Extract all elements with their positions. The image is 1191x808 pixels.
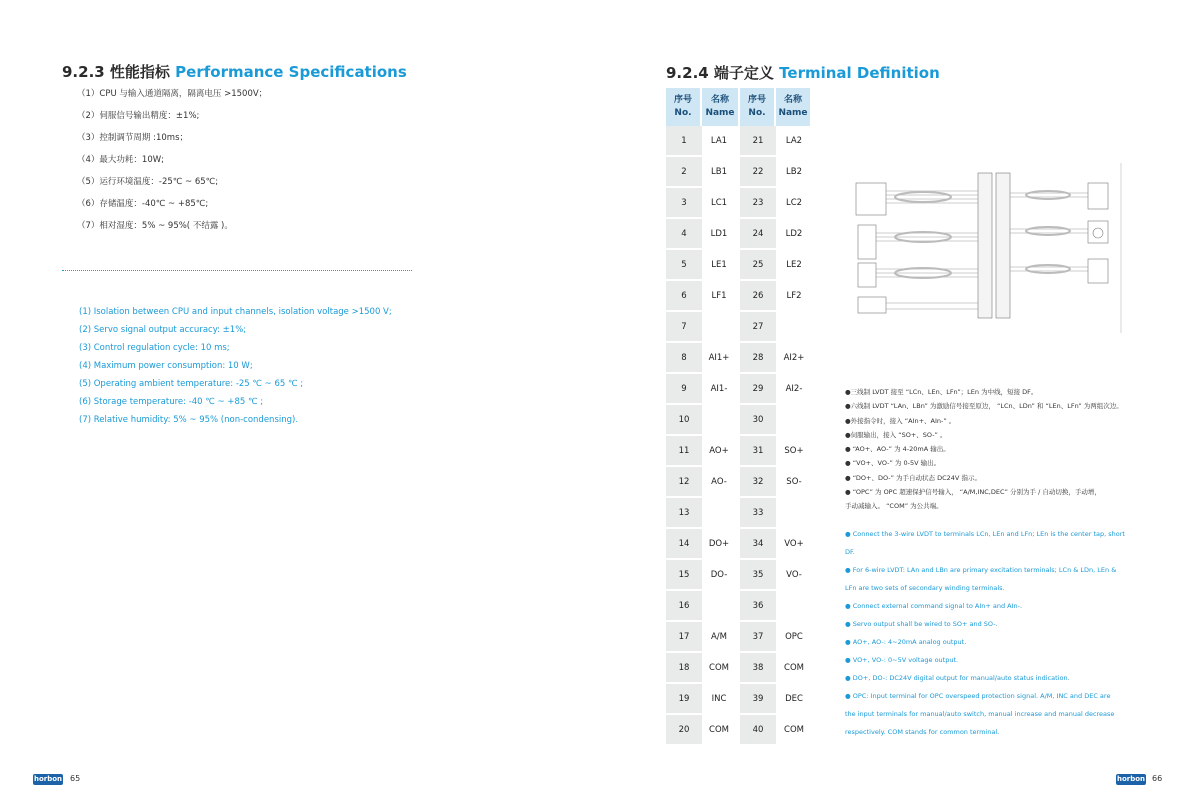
table-row — [666, 188, 812, 219]
cell-name: LB1 — [702, 157, 740, 188]
wiring-diagram-svg — [848, 163, 1123, 333]
cell-name: LD2 — [776, 219, 812, 250]
cell-name: A/M — [702, 622, 740, 653]
note-zh: 手动减输入。 “COM” 为公共端。 — [845, 502, 943, 511]
wiring-diagram — [848, 163, 1123, 333]
cell-no: 24 — [740, 219, 776, 250]
table-row — [666, 715, 812, 746]
spec-item-en: (1) Isolation between CPU and input channels, isolation voltage >1500 V; — [79, 307, 392, 317]
table-row — [666, 374, 812, 405]
dotted-divider — [62, 270, 412, 271]
header-no: 序号 No. — [666, 88, 702, 126]
cell-no: 17 — [666, 622, 702, 653]
cell-name: LF1 — [702, 281, 740, 312]
heading-zh: 9.2.4 端子定义 — [666, 64, 774, 82]
heading-en: Terminal Definition — [779, 64, 940, 82]
cell-name: COM — [702, 715, 740, 746]
terminal-table — [666, 88, 812, 746]
cell-no: 5 — [666, 250, 702, 281]
cell-no: 27 — [740, 312, 776, 343]
spec-item-en: (6) Storage temperature: -40 ℃ ~ +85 ℃ ; — [79, 397, 264, 407]
table-row — [666, 219, 812, 250]
note-en: respectively. COM stands for common terminal. — [845, 728, 1000, 736]
spec-item-zh: （6）存储温度：-40℃ ~ +85℃; — [77, 199, 209, 209]
spec-item-en: (3) Control regulation cycle: 10 ms; — [79, 343, 230, 353]
cell-no: 32 — [740, 467, 776, 498]
cell-no: 1 — [666, 126, 702, 157]
cell-name — [776, 405, 812, 436]
table-row — [666, 157, 812, 188]
section-heading-performance — [62, 61, 407, 82]
cell-name: COM — [702, 653, 740, 684]
cell-name — [776, 498, 812, 529]
note-zh: ● “OPC” 为 OPC 超速保护信号输入， “A/M,INC,DEC” 分别为手 / 自动切换，手动增， — [845, 488, 1101, 497]
cell-name: AI2+ — [776, 343, 812, 374]
cell-name: LB2 — [776, 157, 812, 188]
cell-no: 33 — [740, 498, 776, 529]
header-name: 名称 Name — [776, 88, 812, 126]
spec-list-en — [79, 303, 392, 429]
table-row — [666, 405, 812, 436]
note-en: ● Connect external command signal to AIn+ and AIn-. — [845, 602, 1023, 610]
note-zh: ●六线制 LVDT “LAn、LBn” 为激励信号接至原边， “LCn、LDn” 和 “LEn、LFn” 为两组次边。 — [845, 402, 1123, 411]
note-en: ● AO+, AO-: 4~20mA analog output. — [845, 638, 967, 646]
spec-list-zh — [77, 83, 267, 237]
cell-name: INC — [702, 684, 740, 715]
cell-no: 37 — [740, 622, 776, 653]
cell-no: 14 — [666, 529, 702, 560]
cell-no: 35 — [740, 560, 776, 591]
cell-name: LC1 — [702, 188, 740, 219]
cell-name — [702, 498, 740, 529]
cell-no: 10 — [666, 405, 702, 436]
cell-name: COM — [776, 653, 812, 684]
cell-name: LD1 — [702, 219, 740, 250]
cell-no: 13 — [666, 498, 702, 529]
cell-no: 3 — [666, 188, 702, 219]
notes-zh — [845, 385, 1123, 514]
cell-no: 28 — [740, 343, 776, 374]
spec-item-zh: （1）CPU 与输入通道隔离，隔离电压 >1500V； — [77, 89, 268, 99]
table-row — [666, 250, 812, 281]
note-en: ● DO+, DO-: DC24V digital output for manual/auto status indication. — [845, 674, 1070, 682]
table-row — [666, 591, 812, 622]
table-row — [666, 560, 812, 591]
cell-no: 2 — [666, 157, 702, 188]
cell-name: OPC — [776, 622, 812, 653]
cell-name: DO- — [702, 560, 740, 591]
cell-name: DEC — [776, 684, 812, 715]
cell-name: AO+ — [702, 436, 740, 467]
note-en: ● For 6-wire LVDT: LAn and LBn are primary excitation terminals; LCn & LDn, LEn & — [845, 566, 1117, 574]
header-name: 名称 Name — [702, 88, 740, 126]
spec-item-zh: （3）控制调节周期 :10ms； — [77, 133, 188, 143]
table-row — [666, 529, 812, 560]
cell-name: AO- — [702, 467, 740, 498]
table-header-row — [666, 88, 812, 126]
table-row — [666, 653, 812, 684]
spec-item-zh: （7）相对湿度：5% ~ 95%( 不结露 )。 — [77, 221, 233, 231]
table-row — [666, 436, 812, 467]
cell-name: AI2- — [776, 374, 812, 405]
cell-name: VO- — [776, 560, 812, 591]
heading-zh: 9.2.3 性能指标 — [62, 63, 170, 81]
cell-no: 11 — [666, 436, 702, 467]
cell-no: 9 — [666, 374, 702, 405]
cell-name: LE1 — [702, 250, 740, 281]
table-row — [666, 343, 812, 374]
cell-name: LA2 — [776, 126, 812, 157]
note-zh: ●伺服输出，接入 “SO+、SO-” 。 — [845, 430, 947, 439]
cell-no: 6 — [666, 281, 702, 312]
cell-name: LF2 — [776, 281, 812, 312]
page-number-right: 66 — [1152, 774, 1163, 783]
cell-name: LC2 — [776, 188, 812, 219]
note-zh: ● “AO+、AO-” 为 4-20mA 输出。 — [845, 445, 950, 454]
cell-no: 18 — [666, 653, 702, 684]
spec-item-en: (4) Maximum power consumption: 10 W; — [79, 361, 253, 371]
cell-name: AI1+ — [702, 343, 740, 374]
cell-no: 4 — [666, 219, 702, 250]
cell-no: 26 — [740, 281, 776, 312]
table-row — [666, 312, 812, 343]
cell-name: DO+ — [702, 529, 740, 560]
brand-logo-left: horbon — [33, 775, 63, 783]
spec-item-zh: （2）伺服信号输出精度：±1%; — [77, 111, 200, 121]
note-zh: ●外接指令时，接入 “AIn+、AIn-” 。 — [845, 416, 956, 425]
cell-no: 30 — [740, 405, 776, 436]
note-en: ● OPC: Input terminal for OPC overspeed protection signal. A/M, INC and DEC are — [845, 692, 1111, 700]
cell-name — [702, 591, 740, 622]
spec-item-en: (2) Servo signal output accuracy: ±1%; — [79, 325, 247, 335]
cell-name: LA1 — [702, 126, 740, 157]
cell-no: 25 — [740, 250, 776, 281]
note-en: ● Servo output shall be wired to SO+ and SO-. — [845, 620, 998, 628]
cell-no: 39 — [740, 684, 776, 715]
note-en: LFn are two sets of secondary winding terminals. — [845, 584, 1005, 592]
cell-no: 29 — [740, 374, 776, 405]
heading-en: Performance Specifications — [175, 63, 407, 81]
note-en: ● Connect the 3-wire LVDT to terminals LCn, LEn and LFn; LEn is the center tap, short — [845, 530, 1125, 538]
spec-item-en: (7) Relative humidity: 5% ~ 95% (non-condensing). — [79, 415, 299, 425]
table-row — [666, 281, 812, 312]
cell-no: 31 — [740, 436, 776, 467]
spec-item-zh: （4）最大功耗：10W; — [77, 155, 164, 165]
cell-name: COM — [776, 715, 812, 746]
note-en: the input terminals for manual/auto switch, manual increase and manual decrease — [845, 710, 1115, 718]
cell-no: 34 — [740, 529, 776, 560]
table-row — [666, 126, 812, 157]
cell-no: 22 — [740, 157, 776, 188]
section-heading-terminal — [666, 62, 940, 83]
cell-name — [702, 405, 740, 436]
table-row — [666, 684, 812, 715]
cell-name: LE2 — [776, 250, 812, 281]
cell-name — [776, 312, 812, 343]
table-row — [666, 467, 812, 498]
note-zh: ● “VO+、VO-” 为 0-5V 输出。 — [845, 459, 941, 468]
cell-name: SO+ — [776, 436, 812, 467]
spec-item-en: (5) Operating ambient temperature: -25 ℃ ~ 65 ℃ ; — [79, 379, 304, 389]
header-no: 序号 No. — [740, 88, 776, 126]
cell-no: 20 — [666, 715, 702, 746]
cell-no: 19 — [666, 684, 702, 715]
page-number-left: 65 — [70, 774, 81, 783]
note-zh: ● “DO+、DO-” 为手自动状态 DC24V 指示。 — [845, 473, 981, 482]
cell-name — [702, 312, 740, 343]
cell-no: 12 — [666, 467, 702, 498]
note-en: DF. — [845, 548, 855, 556]
spec-item-zh: （5）运行环境温度：-25℃ ~ 65℃; — [77, 177, 219, 187]
notes-en — [845, 525, 1125, 741]
cell-no: 15 — [666, 560, 702, 591]
cell-name: AI1- — [702, 374, 740, 405]
brand-logo-right: horbon — [1116, 775, 1146, 783]
cell-no: 8 — [666, 343, 702, 374]
cell-no: 38 — [740, 653, 776, 684]
table-row — [666, 498, 812, 529]
cell-name: SO- — [776, 467, 812, 498]
note-en: ● VO+, VO-: 0~5V voltage output. — [845, 656, 959, 664]
table-row — [666, 622, 812, 653]
note-zh: ●三线制 LVDT 接至 “LCn、LEn、LFn”；LEn 为中线，短接 DF。 — [845, 388, 1038, 396]
cell-name — [776, 591, 812, 622]
cell-no: 36 — [740, 591, 776, 622]
cell-no: 23 — [740, 188, 776, 219]
cell-no: 40 — [740, 715, 776, 746]
cell-no: 21 — [740, 126, 776, 157]
cell-name: VO+ — [776, 529, 812, 560]
cell-no: 7 — [666, 312, 702, 343]
cell-no: 16 — [666, 591, 702, 622]
